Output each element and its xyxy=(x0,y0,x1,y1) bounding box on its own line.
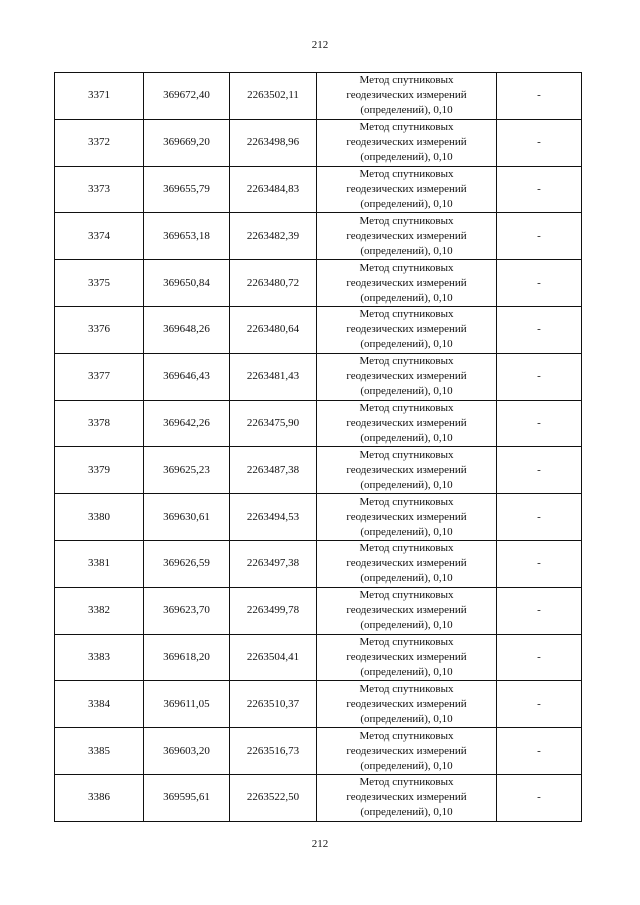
table-row xyxy=(55,306,582,353)
method-cell xyxy=(317,728,497,775)
x-coordinate-cell: 369642,26 xyxy=(144,400,230,447)
point-number-cell: 3371 xyxy=(55,73,144,120)
point-number-cell: 3372 xyxy=(55,119,144,166)
table-row xyxy=(55,634,582,681)
point-number-cell: 3373 xyxy=(55,166,144,213)
y-coordinate-cell: 2263504,41 xyxy=(230,634,317,681)
table-row xyxy=(55,494,582,541)
method-line: Метод спутниковых xyxy=(359,448,454,461)
y-coordinate-cell: 2263480,72 xyxy=(230,260,317,307)
x-coordinate-cell: 369669,20 xyxy=(144,119,230,166)
method-cell xyxy=(317,260,497,307)
description-cell: - xyxy=(497,447,582,494)
method-line: геодезических измерений xyxy=(346,416,467,429)
table-row xyxy=(55,540,582,587)
method-line: Метод спутниковых xyxy=(359,682,454,695)
method-line: (определений), 0,10 xyxy=(360,759,453,772)
point-number-cell: 3379 xyxy=(55,447,144,494)
method-line: (определений), 0,10 xyxy=(360,338,453,351)
description-cell: - xyxy=(497,494,582,541)
method-line: Метод спутниковых xyxy=(359,589,454,602)
method-cell xyxy=(317,447,497,494)
point-number-cell: 3381 xyxy=(55,540,144,587)
method-line: Метод спутниковых xyxy=(359,729,454,742)
method-line: геодезических измерений xyxy=(346,744,467,757)
method-line: (определений), 0,10 xyxy=(360,291,453,304)
method-line: (определений), 0,10 xyxy=(360,197,453,210)
point-number-cell: 3385 xyxy=(55,728,144,775)
description-cell: - xyxy=(497,400,582,447)
method-line: (определений), 0,10 xyxy=(360,385,453,398)
method-cell xyxy=(317,306,497,353)
point-number-cell: 3376 xyxy=(55,306,144,353)
method-line: (определений), 0,10 xyxy=(360,572,453,585)
coordinates-table-body xyxy=(55,73,582,822)
method-line: геодезических измерений xyxy=(346,370,467,383)
table-row xyxy=(55,587,582,634)
x-coordinate-cell: 369672,40 xyxy=(144,73,230,120)
method-line: Метод спутниковых xyxy=(359,635,454,648)
point-number-cell: 3384 xyxy=(55,681,144,728)
method-line: Метод спутниковых xyxy=(359,308,454,321)
method-line: Метод спутниковых xyxy=(359,542,454,555)
x-coordinate-cell: 369625,23 xyxy=(144,447,230,494)
table-row xyxy=(55,119,582,166)
table-row xyxy=(55,774,582,821)
x-coordinate-cell: 369595,61 xyxy=(144,774,230,821)
method-line: геодезических измерений xyxy=(346,604,467,617)
method-line: Метод спутниковых xyxy=(359,401,454,414)
description-cell: - xyxy=(497,73,582,120)
method-cell xyxy=(317,540,497,587)
table-row xyxy=(55,73,582,120)
method-line: (определений), 0,10 xyxy=(360,431,453,444)
page-number-bottom: 212 xyxy=(311,838,329,850)
method-line: геодезических измерений xyxy=(346,89,467,102)
point-number-cell: 3375 xyxy=(55,260,144,307)
y-coordinate-cell: 2263497,38 xyxy=(230,540,317,587)
point-number-cell: 3374 xyxy=(55,213,144,260)
y-coordinate-cell: 2263484,83 xyxy=(230,166,317,213)
table-row xyxy=(55,213,582,260)
y-coordinate-cell: 2263499,78 xyxy=(230,587,317,634)
method-line: Метод спутниковых xyxy=(359,495,454,508)
method-cell xyxy=(317,494,497,541)
method-line: (определений), 0,10 xyxy=(360,525,453,538)
method-cell xyxy=(317,634,497,681)
x-coordinate-cell: 369650,84 xyxy=(144,260,230,307)
y-coordinate-cell: 2263498,96 xyxy=(230,119,317,166)
method-cell xyxy=(317,587,497,634)
method-line: геодезических измерений xyxy=(346,276,467,289)
method-line: (определений), 0,10 xyxy=(360,104,453,117)
method-cell xyxy=(317,213,497,260)
method-cell xyxy=(317,73,497,120)
y-coordinate-cell: 2263482,39 xyxy=(230,213,317,260)
x-coordinate-cell: 369648,26 xyxy=(144,306,230,353)
method-line: геодезических измерений xyxy=(346,791,467,804)
method-line: геодезических измерений xyxy=(346,323,467,336)
point-number-cell: 3377 xyxy=(55,353,144,400)
method-line: (определений), 0,10 xyxy=(360,478,453,491)
method-line: Метод спутниковых xyxy=(359,167,454,180)
method-line: геодезических измерений xyxy=(346,136,467,149)
method-line: Метод спутниковых xyxy=(359,121,454,134)
y-coordinate-cell: 2263475,90 xyxy=(230,400,317,447)
method-line: (определений), 0,10 xyxy=(360,665,453,678)
y-coordinate-cell: 2263516,73 xyxy=(230,728,317,775)
method-cell xyxy=(317,774,497,821)
description-cell: - xyxy=(497,681,582,728)
description-cell: - xyxy=(497,634,582,681)
method-line: Метод спутниковых xyxy=(359,74,454,87)
table-row xyxy=(55,400,582,447)
x-coordinate-cell: 369626,59 xyxy=(144,540,230,587)
method-line: (определений), 0,10 xyxy=(360,806,453,819)
coordinates-table xyxy=(54,72,582,822)
method-line: (определений), 0,10 xyxy=(360,151,453,164)
y-coordinate-cell: 2263502,11 xyxy=(230,73,317,120)
point-number-cell: 3382 xyxy=(55,587,144,634)
method-line: геодезических измерений xyxy=(346,510,467,523)
table-row xyxy=(55,260,582,307)
x-coordinate-cell: 369611,05 xyxy=(144,681,230,728)
method-line: геодезических измерений xyxy=(346,557,467,570)
y-coordinate-cell: 2263522,50 xyxy=(230,774,317,821)
y-coordinate-cell: 2263510,37 xyxy=(230,681,317,728)
method-line: Метод спутниковых xyxy=(359,355,454,368)
y-coordinate-cell: 2263481,43 xyxy=(230,353,317,400)
method-line: геодезических измерений xyxy=(346,463,467,476)
method-line: Метод спутниковых xyxy=(359,214,454,227)
method-cell xyxy=(317,119,497,166)
description-cell: - xyxy=(497,166,582,213)
method-line: (определений), 0,10 xyxy=(360,619,453,632)
x-coordinate-cell: 369653,18 xyxy=(144,213,230,260)
description-cell: - xyxy=(497,306,582,353)
table-row xyxy=(55,728,582,775)
point-number-cell: 3380 xyxy=(55,494,144,541)
method-cell xyxy=(317,681,497,728)
x-coordinate-cell: 369603,20 xyxy=(144,728,230,775)
description-cell: - xyxy=(497,119,582,166)
method-cell xyxy=(317,166,497,213)
y-coordinate-cell: 2263494,53 xyxy=(230,494,317,541)
description-cell: - xyxy=(497,260,582,307)
x-coordinate-cell: 369630,61 xyxy=(144,494,230,541)
method-line: (определений), 0,10 xyxy=(360,712,453,725)
table-row xyxy=(55,166,582,213)
description-cell: - xyxy=(497,587,582,634)
description-cell: - xyxy=(497,540,582,587)
method-cell xyxy=(317,400,497,447)
x-coordinate-cell: 369646,43 xyxy=(144,353,230,400)
description-cell: - xyxy=(497,353,582,400)
description-cell: - xyxy=(497,213,582,260)
point-number-cell: 3378 xyxy=(55,400,144,447)
point-number-cell: 3386 xyxy=(55,774,144,821)
method-line: (определений), 0,10 xyxy=(360,244,453,257)
method-line: геодезических измерений xyxy=(346,650,467,663)
method-cell xyxy=(317,353,497,400)
point-number-cell: 3383 xyxy=(55,634,144,681)
table-row xyxy=(55,447,582,494)
method-line: геодезических измерений xyxy=(346,697,467,710)
method-line: Метод спутниковых xyxy=(359,261,454,274)
method-line: геодезических измерений xyxy=(346,182,467,195)
x-coordinate-cell: 369655,79 xyxy=(144,166,230,213)
description-cell: - xyxy=(497,728,582,775)
method-line: Метод спутниковых xyxy=(359,776,454,789)
x-coordinate-cell: 369623,70 xyxy=(144,587,230,634)
description-cell: - xyxy=(497,774,582,821)
method-line: геодезических измерений xyxy=(346,229,467,242)
page-number-top: 212 xyxy=(311,39,329,51)
table-row xyxy=(55,353,582,400)
y-coordinate-cell: 2263487,38 xyxy=(230,447,317,494)
y-coordinate-cell: 2263480,64 xyxy=(230,306,317,353)
x-coordinate-cell: 369618,20 xyxy=(144,634,230,681)
table-row xyxy=(55,681,582,728)
